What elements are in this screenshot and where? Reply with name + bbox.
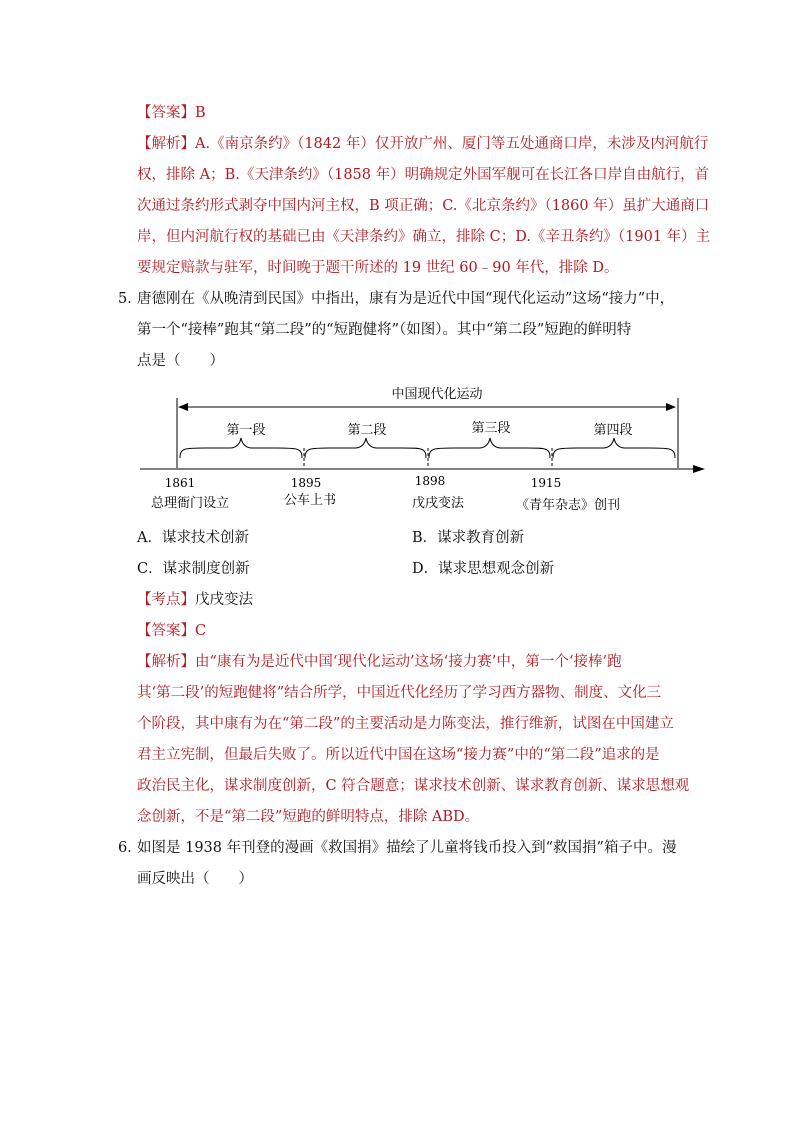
analysis-line: 要规定赔款与驻军，时间晚于题干所述的 19 世纪 60﹣90 年代，排除 D。 — [137, 260, 619, 276]
question-number: 5． — [118, 291, 142, 307]
option-c: C．谋求制度创新 — [137, 561, 250, 577]
q5-answer — [137, 621, 206, 641]
answer-value: B — [195, 105, 206, 121]
question-stem-line: 第一个“接棒”跑其“第二段”的“短跑健将”（如图）。其中“第二段”短跑的鲜明特 — [137, 322, 632, 338]
analysis-line: 政治民主化，谋求制度创新，C 符合题意；谋求技术创新、谋求教育创新、谋求思想观 — [137, 778, 690, 794]
analysis-tag: 【解析】 — [137, 136, 195, 152]
event-label: 《青年杂志》创刊 — [515, 498, 621, 513]
segment-label: 第一段 — [226, 423, 266, 438]
option-d: D．谋求思想观念创新 — [412, 561, 555, 577]
timeline-figure — [0, 380, 794, 520]
question-stem-line: 如图是 1938 年刊登的漫画《救国捐》描绘了儿童将钱币投入到“救国捐”箱子中。漫 — [137, 840, 677, 856]
kaodian-tag: 【考点】 — [137, 592, 195, 608]
year-label: 1895 — [290, 476, 322, 490]
analysis-line: 君主立宪制，但最后失败了。所以近代中国在这场“接力赛”中的“第二段”追求的是 — [137, 747, 660, 763]
analysis-line: 岸，但内河航行权的基础已由《天津条约》确立，排除 C；D.《辛丑条约》（1901 年）主 — [137, 229, 711, 245]
event-label: 总理衙门设立 — [150, 496, 230, 511]
year-label: 1915 — [530, 476, 562, 490]
question-number: 6． — [118, 840, 142, 856]
kaodian-value: 戊戌变法 — [195, 592, 253, 608]
analysis-line: 权，排除 A；B.《天津条约》（1858 年）明确规定外国军舰可在长江各口岸自由航行，首 — [137, 167, 710, 183]
event-label: 公车上书 — [283, 493, 337, 508]
segment-label: 第四段 — [593, 423, 633, 438]
analysis-line: 其‘第二段’的短跑健将”结合所学，中国近代化经历了学习西方器物、制度、文化三 — [137, 685, 662, 701]
answer-tag: 【答案】 — [137, 623, 195, 639]
analysis-tag: 【解析】 — [137, 654, 195, 670]
question-stem-line: 画反映出（ ） — [137, 871, 253, 887]
event-label: 戊戌变法 — [411, 496, 465, 511]
analysis-line: A.《南京条约》（1842 年）仅开放广州、厦门等五处通商口岸，未涉及内河航行 — [195, 136, 709, 152]
kaodian — [137, 590, 253, 610]
segment-label: 第三段 — [471, 421, 511, 436]
year-label: 1861 — [164, 476, 196, 490]
question-stem-line: 点是（ ） — [137, 353, 224, 369]
figure-title: 中国现代化运动 — [391, 387, 483, 402]
option-a: A．谋求技术创新 — [137, 530, 249, 546]
year-label: 1898 — [414, 474, 446, 488]
segment-label: 第二段 — [347, 423, 387, 438]
analysis-line: 个阶段，其中康有为在“第二段”的主要活动是力陈变法，推行维新，试图在中国建立 — [137, 716, 674, 732]
q4-answer — [137, 103, 206, 123]
option-b: B．谋求教育创新 — [412, 530, 525, 546]
analysis-line: 次通过条约形式剥夺中国内河主权，B 项正确；C.《北京条约》（1860 年）虽扩大通商口 — [137, 198, 710, 214]
analysis-line: 由“康有为是近代中国‘现代化运动’这场‘接力赛’中，第一个‘接棒’跑 — [195, 654, 622, 670]
analysis-line: 念创新，不是“第二段”短跑的鲜明特点，排除 ABD。 — [137, 809, 480, 825]
question-stem-line: 唐德刚在《从晚清到民国》中指出，康有为是近代中国“现代化运动”这场“接力”中， — [137, 291, 675, 307]
answer-value: C — [195, 623, 207, 639]
answer-tag: 【答案】 — [137, 105, 195, 121]
